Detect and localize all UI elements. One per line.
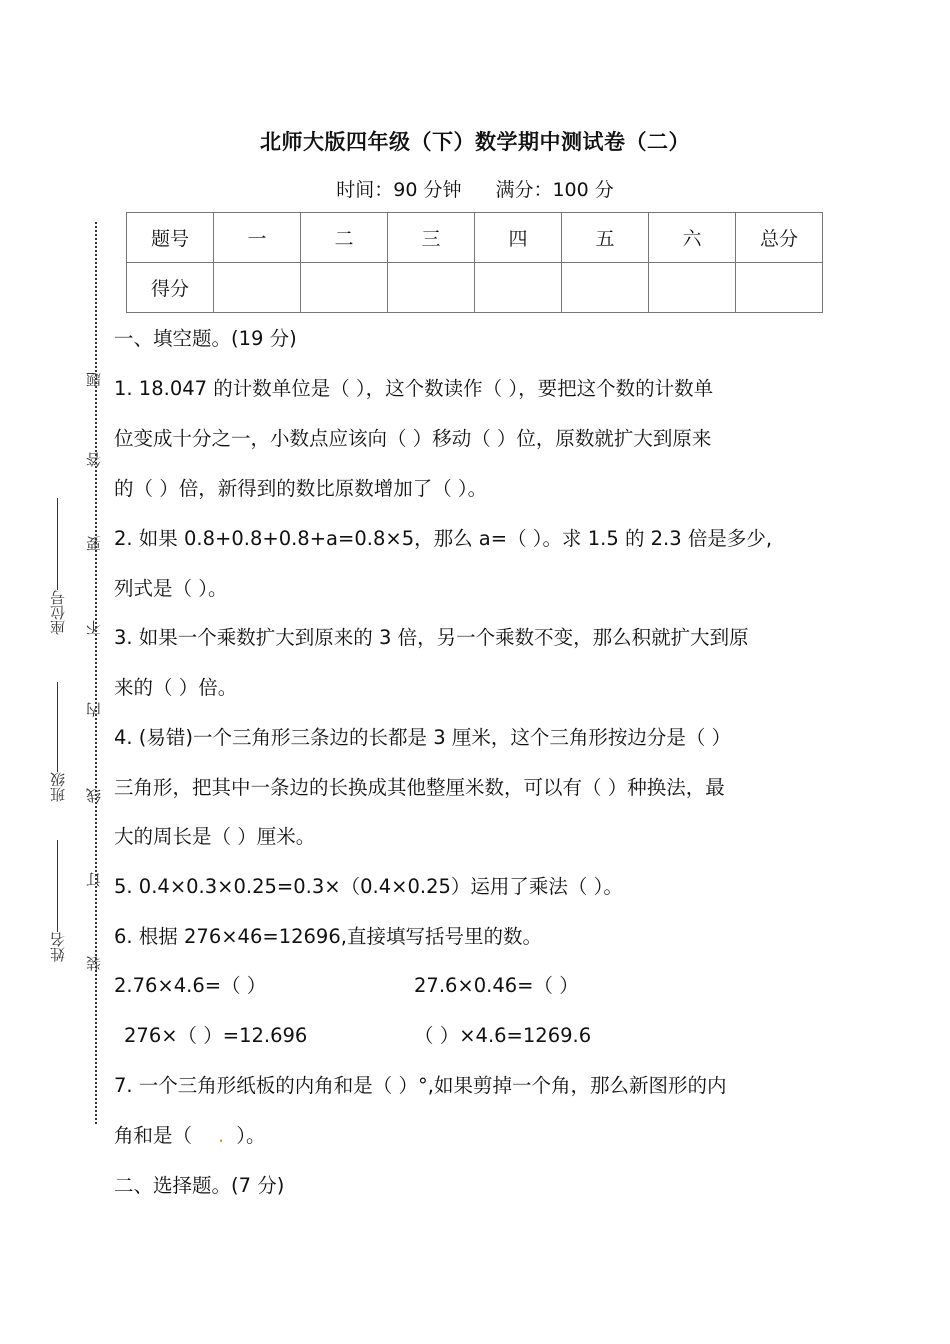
score-table — [126, 212, 823, 313]
page-title: 北师大版四年级（下）数学期中测试卷（二） — [260, 130, 690, 154]
score-table-score-row — [127, 263, 823, 313]
question-2-line-1: 2. 如果 0.8+0.8+0.8+a=0.8×5，那么 a=（ ）。求 1.5 的 2.3 倍是多少, — [114, 527, 773, 550]
score-blank-cell — [736, 263, 823, 313]
stray-mark: . — [218, 1124, 225, 1147]
question-3-line-2: 来的（ ）倍。 — [114, 676, 238, 699]
binding-char: 题 — [85, 372, 103, 387]
question-6-item-d: （ ）×4.6=1269.6 — [414, 1024, 592, 1047]
question-4-line-3: 大的周长是（ ）厘米。 — [114, 825, 316, 848]
binding-char: 线 — [85, 788, 103, 803]
question-7-text-a: 角和是（ — [114, 1124, 193, 1147]
score-table-cell: 总分 — [736, 213, 823, 263]
exam-full-score: 满分：100 分 — [495, 179, 614, 201]
score-blank-cell — [649, 263, 736, 313]
question-3-line-1: 3. 如果一个乘数扩大到原来的 3 倍，另一个乘数不变，那么积就扩大到原 — [114, 626, 749, 649]
score-blank-cell — [475, 263, 562, 313]
score-table-cell: 题号 — [127, 213, 214, 263]
score-blank-cell — [301, 263, 388, 313]
question-7-line-2 — [114, 1122, 265, 1150]
question-6-item-b: 27.6×0.46=（ ） — [414, 974, 579, 997]
binding-char: 订 — [85, 872, 103, 887]
score-blank-cell — [214, 263, 301, 313]
seat-number-underline — [57, 498, 58, 590]
score-table-cell: 一 — [214, 213, 301, 263]
score-blank-cell — [388, 263, 475, 313]
binding-dotted-line — [95, 222, 97, 1124]
section-2-heading: 二、选择题。(7 分) — [114, 1174, 285, 1197]
score-table-cell: 三 — [388, 213, 475, 263]
binding-char: 不 — [85, 620, 103, 635]
question-5: 5. 0.4×0.3×0.25=0.3×（0.4×0.25）运用了乘法（ ）。 — [114, 875, 623, 898]
name-underline — [57, 840, 58, 932]
question-1-line-2: 位变成十分之一，小数点应该向（ ）移动（ ）位，原数就扩大到原来 — [114, 427, 712, 450]
binding-char: 内 — [85, 702, 103, 717]
binding-char: 装 — [85, 956, 103, 971]
question-7-line-1: 7. 一个三角形纸板的内角和是（ ）°,如果剪掉一个角，那么新图形的内 — [114, 1074, 727, 1097]
question-1-line-1: 1. 18.047 的计数单位是（ ），这个数读作（ ），要把这个数的计数单 — [114, 377, 714, 400]
exam-info — [0, 175, 950, 202]
name-field — [42, 840, 72, 962]
seat-number-field — [42, 498, 72, 635]
exam-time: 时间：90 分钟 — [336, 179, 462, 201]
question-6-item-a: 2.76×4.6=（ ） — [114, 974, 267, 997]
score-table-cell: 二 — [301, 213, 388, 263]
name-label: 姓名 — [48, 932, 67, 962]
question-4-line-1: 4. (易错)一个三角形三条边的长都是 3 厘米，这个三角形按边分是（ ） — [114, 726, 732, 749]
score-blank-cell — [562, 263, 649, 313]
class-underline — [57, 682, 58, 772]
question-2-line-2: 列式是（ ）。 — [114, 577, 228, 600]
class-label: 班级 — [48, 772, 67, 802]
binding-char: 要 — [85, 536, 103, 551]
binding-char: 答 — [85, 452, 103, 467]
score-table-cell: 五 — [562, 213, 649, 263]
score-table-header-row — [127, 213, 823, 263]
seat-number-label: 座位号 — [48, 590, 67, 635]
score-table-cell: 六 — [649, 213, 736, 263]
question-6: 6. 根据 276×46=12696,直接填写括号里的数。 — [114, 925, 542, 948]
class-field — [42, 682, 72, 802]
question-4-line-2: 三角形，把其中一条边的长换成其他整厘米数，可以有（ ）种换法，最 — [114, 776, 725, 799]
question-7-text-b: ）。 — [236, 1124, 266, 1147]
section-1-heading: 一、填空题。(19 分) — [114, 327, 297, 350]
question-6-item-c: 276×（ ）=12.696 — [124, 1024, 308, 1047]
score-table-cell: 四 — [475, 213, 562, 263]
question-1-line-3: 的（ ）倍，新得到的数比原数增加了（ ）。 — [114, 477, 488, 500]
score-table-cell: 得分 — [127, 263, 214, 313]
